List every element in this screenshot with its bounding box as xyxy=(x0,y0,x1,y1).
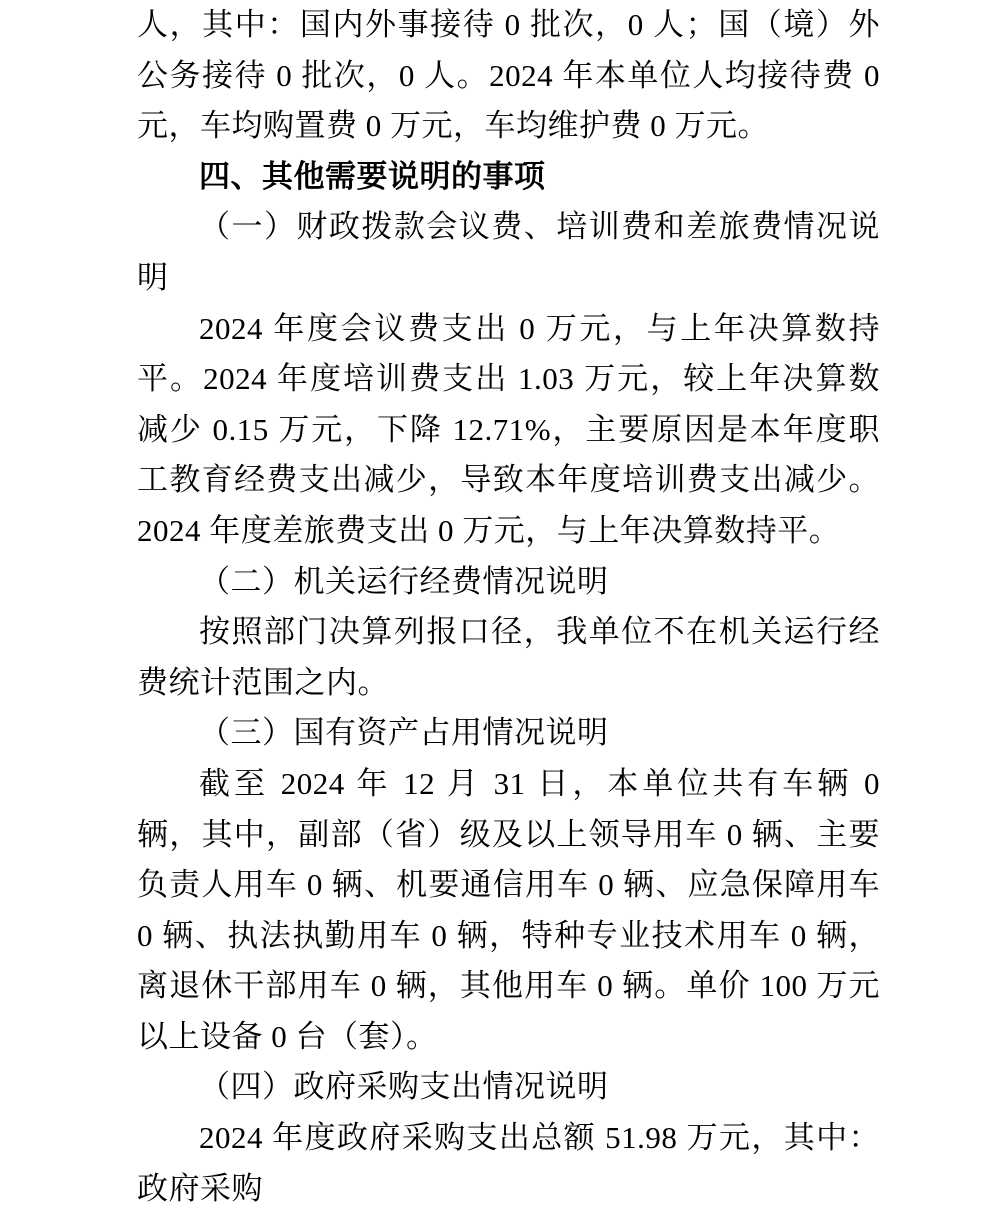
sub-heading-state-owned-assets: （三）国有资产占用情况说明 xyxy=(199,715,609,751)
sub-heading-meeting-training-travel-fees: （一）财政拨款会议费、培训费和差旅费情况说明 xyxy=(137,209,880,295)
paragraph-government-procurement-detail: 2024 年度政府采购支出总额 51.98 万元，其中：政府采购 xyxy=(137,1120,880,1206)
paragraph-agency-operating-funds-detail: 按照部门决算列报口径，我单位不在机关运行经费统计范围之内。 xyxy=(137,614,880,700)
sub-heading-government-procurement: （四）政府采购支出情况说明 xyxy=(199,1069,609,1105)
paragraph-state-owned-assets-detail: 截至 2024 年 12 月 31 日，本单位共有车辆 0 辆，其中，副部（省）级及以上领导用车 0 辆、主要负责人用车 0 辆、机要通信用车 0 辆、应急保障用车 0 辆、执法执勤用车 0 辆，特种专业技术用车 0 辆，离退休干部用车 0 辆，其他用车 0 辆。单价 100 万元以上设备 0 台（套）。 xyxy=(137,765,880,1054)
paragraph-reception-stats-continuation: 人，其中：国内外事接待 0 批次，0 人；国（境）外公务接待 0 批次，0 人。2024 年本单位人均接待费 0 元，车均购置费 0 万元，车均维护费 0 万元。 xyxy=(137,7,880,144)
section-heading-other-matters: 四、其他需要说明的事项 xyxy=(199,158,546,194)
sub-heading-agency-operating-funds: （二）机关运行经费情况说明 xyxy=(199,563,609,599)
paragraph-meeting-training-travel-detail: 2024 年度会议费支出 0 万元，与上年决算数持平。2024 年度培训费支出 1.03 万元，较上年决算数减少 0.15 万元，下降 12.71%，主要原因是本年度职工教育经费支出减少，导致本年度培训费支出减少。2024 年度差旅费支出 0 万元，与上年决算数持平。 xyxy=(137,310,880,548)
